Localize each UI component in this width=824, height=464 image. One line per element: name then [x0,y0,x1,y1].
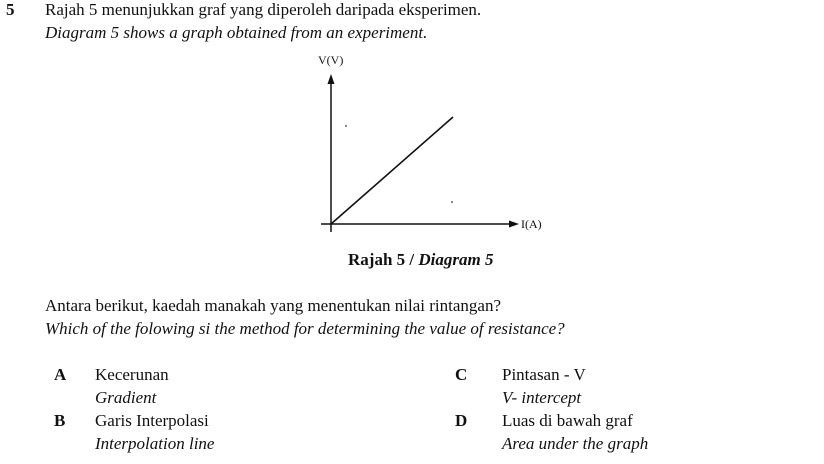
option-b-text-english: Interpolation line [95,434,215,453]
scan-speck [345,125,347,127]
y-axis-arrowhead [328,74,335,84]
option-c-text-malay: Pintasan - V [502,365,586,384]
prompt-text-malay: Antara berikut, kaedah manakah yang menentukan nilai rintangan? [45,296,501,315]
x-axis-label: I(A) [521,217,542,231]
option-b-letter: B [54,411,66,430]
y-axis-label: V(V) [318,53,344,67]
caption-english: Diagram 5 [418,250,494,269]
option-d-text-malay: Luas di bawah graf [502,411,633,430]
option-b-text-malay: Garis Interpolasi [95,411,209,430]
question-text-malay: Rajah 5 menunjukkan graf yang diperoleh daripada eksperimen. [45,0,482,19]
question-text-english: Diagram 5 shows a graph obtained from an experiment. [45,23,428,42]
option-a-letter: A [54,365,67,384]
prompt-text-english: Which of the folowing si the method for determining the value of resistance? [45,319,565,338]
option-a-text-english: Gradient [95,388,157,407]
option-d-text-english: Area under the graph [502,434,649,453]
option-c-letter: C [455,365,468,384]
scan-speck [451,201,453,203]
x-axis-arrowhead [509,221,519,228]
option-c-text-english: V- intercept [502,388,582,407]
option-a-text-malay: Kecerunan [95,365,169,384]
option-d-letter: D [455,411,468,430]
caption-malay: Rajah 5 [348,250,406,269]
graph-line [331,117,453,224]
diagram-caption [348,250,493,270]
caption-separator: / [405,250,419,269]
question-number: 5 [6,0,15,19]
